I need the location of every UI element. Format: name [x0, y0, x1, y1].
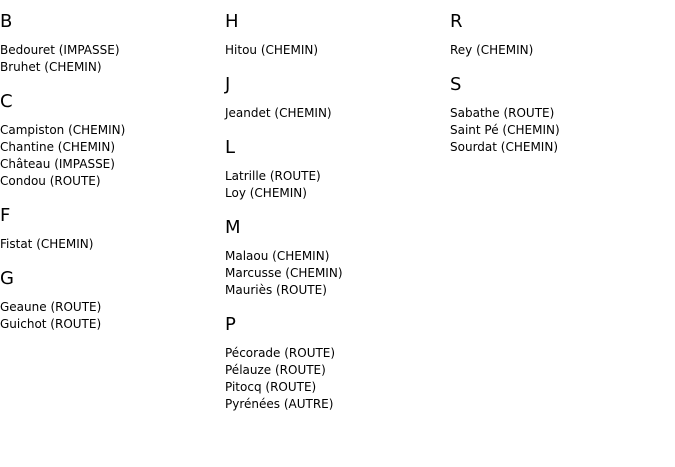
street-list: [225, 42, 447, 59]
group-letter: F: [0, 205, 11, 226]
group-letter: G: [0, 268, 14, 289]
letter-group-b: [0, 11, 222, 76]
group-letter: M: [225, 217, 241, 238]
street-link[interactable]: Hitou (CHEMIN): [225, 43, 319, 57]
street-list: [450, 42, 672, 59]
street-link[interactable]: Bedouret (IMPASSE): [0, 43, 120, 57]
street-list: [0, 299, 222, 333]
street-link[interactable]: Bruhet (CHEMIN): [0, 60, 102, 74]
street-column-1: [0, 0, 222, 333]
letter-group-l: [225, 137, 447, 202]
street-column-3: [450, 0, 672, 156]
street-list: [450, 105, 672, 156]
street-link[interactable]: Mauriès (ROUTE): [225, 283, 327, 297]
letter-group-p: [225, 314, 447, 413]
street-link[interactable]: Jeandet (CHEMIN): [225, 106, 332, 120]
street-link[interactable]: Rey (CHEMIN): [450, 43, 534, 57]
letter-group-m: [225, 217, 447, 299]
street-link[interactable]: Château (IMPASSE): [0, 157, 115, 171]
street-list: [225, 345, 447, 413]
street-list: [225, 168, 447, 202]
street-list: [0, 122, 222, 190]
group-letter: R: [450, 11, 463, 32]
street-link[interactable]: Fistat (CHEMIN): [0, 237, 94, 251]
street-link[interactable]: Malaou (CHEMIN): [225, 249, 330, 263]
letter-group-g: [0, 268, 222, 333]
letter-group-r: [450, 11, 672, 59]
street-link[interactable]: Saint Pé (CHEMIN): [450, 123, 560, 137]
street-link[interactable]: Pélauze (ROUTE): [225, 363, 326, 377]
group-letter: H: [225, 11, 239, 32]
group-letter: P: [225, 314, 236, 335]
street-link[interactable]: Campiston (CHEMIN): [0, 123, 126, 137]
letter-group-f: [0, 205, 222, 253]
street-link[interactable]: Chantine (CHEMIN): [0, 140, 116, 154]
street-link[interactable]: Marcusse (CHEMIN): [225, 266, 343, 280]
street-column-2: [225, 0, 447, 413]
street-link[interactable]: Guichot (ROUTE): [0, 317, 102, 331]
street-link[interactable]: Geaune (ROUTE): [0, 300, 102, 314]
group-letter: S: [450, 74, 462, 95]
letter-group-c: [0, 91, 222, 190]
street-link[interactable]: Sabathe (ROUTE): [450, 106, 555, 120]
group-letter: B: [0, 11, 13, 32]
street-link[interactable]: Loy (CHEMIN): [225, 186, 307, 200]
street-link[interactable]: Pyrénées (AUTRE): [225, 397, 334, 411]
street-link[interactable]: Latrille (ROUTE): [225, 169, 321, 183]
letter-group-j: [225, 74, 447, 122]
group-letter: J: [225, 74, 231, 95]
street-link[interactable]: Condou (ROUTE): [0, 174, 101, 188]
street-list: [225, 248, 447, 299]
letter-group-h: [225, 11, 447, 59]
street-link[interactable]: Pitocq (ROUTE): [225, 380, 317, 394]
street-list: [225, 105, 447, 122]
group-letter: L: [225, 137, 236, 158]
street-link[interactable]: Sourdat (CHEMIN): [450, 140, 558, 154]
letter-group-s: [450, 74, 672, 156]
street-list: [0, 236, 222, 253]
group-letter: C: [0, 91, 13, 112]
street-list: [0, 42, 222, 76]
street-link[interactable]: Pécorade (ROUTE): [225, 346, 336, 360]
